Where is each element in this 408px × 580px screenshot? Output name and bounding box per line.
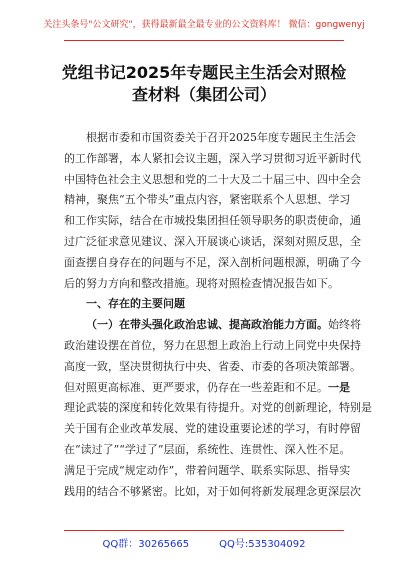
document-body bbox=[64, 128, 372, 502]
body-line: 在“读过了”“学过了”层面，系统性、连贯性、深入性不足。 bbox=[64, 442, 351, 456]
body-line: 和工作实际，结合在市城投集团担任领导职务的职责使命，通 bbox=[64, 214, 361, 228]
sub-heading-line bbox=[64, 315, 361, 336]
body-line: 中国特色社会主义思想和党的二十大及二十届三中、四中全会 bbox=[64, 172, 361, 186]
sub-heading: （一）在带头强化政治忠诚、提高政治能力方面。 bbox=[86, 318, 328, 332]
body-line: 高度一致，坚决贯彻执行中央、省委、市委的各项决策部署。 bbox=[64, 359, 361, 373]
header-rule bbox=[64, 40, 344, 41]
body-line: 精神，聚焦“五个带头”重点内容，紧密联系个人思想、学习 bbox=[64, 193, 351, 207]
section-heading: 一、存在的主要问题 bbox=[86, 297, 185, 311]
qq-number: QQ号:535304092 bbox=[219, 539, 306, 550]
body-line: 根据市委和市国资委关于召开2025年度专题民主生活会 bbox=[86, 131, 356, 144]
top-notice: 关注头条号"公文研究"，获得最新最全最专业的公文资料库！ 微信：gongwenyj bbox=[43, 20, 365, 30]
body-line: 后的努力方向和整改措施。现将对照检查情况报告如下。 bbox=[64, 276, 339, 290]
body-text: 但对照更高标准、更严要求，仍存在一些差距和不足。 bbox=[64, 380, 328, 394]
body-line: 政治建设摆在首位，努力在思想上政治上行动上同党中央保持 bbox=[64, 338, 361, 352]
title-line-2: 查材料（集团公司） bbox=[131, 85, 276, 104]
sub-heading-tail: 始终将 bbox=[328, 318, 361, 332]
body-line: 满足于完成“规定动作”，带着问题学、联系实际思、指导实 bbox=[64, 463, 351, 477]
body-line: 过广泛征求意见建议、深入开展谈心谈话，深刻对照反思，全 bbox=[64, 234, 361, 248]
qq-group: QQ群：30265665 bbox=[102, 539, 190, 550]
document-title bbox=[40, 62, 368, 106]
body-line bbox=[64, 378, 350, 399]
body-line: 理论武装的深度和转化效果有待提升。对党的创新理论，特别是 bbox=[64, 401, 372, 415]
footer bbox=[0, 535, 408, 550]
emphasis-marker: 一是 bbox=[328, 380, 350, 394]
body-line: 关于国有企业改革发展、党的建设重要论述的学习，有时停留 bbox=[64, 422, 361, 436]
body-line: 的工作部署，本人紧扣会议主题，深入学习贯彻习近平新时代 bbox=[64, 151, 361, 165]
body-line: 践用的结合不够紧密。比如，对于如何将新发展理念更深层次 bbox=[64, 484, 361, 498]
body-line: 面查摆自身存在的问题与不足，深入剖析问题根源，明确了今 bbox=[64, 255, 361, 269]
title-line-1: 党组书记2025年专题民主生活会对照检 bbox=[61, 63, 347, 82]
footer-rule bbox=[64, 530, 344, 531]
